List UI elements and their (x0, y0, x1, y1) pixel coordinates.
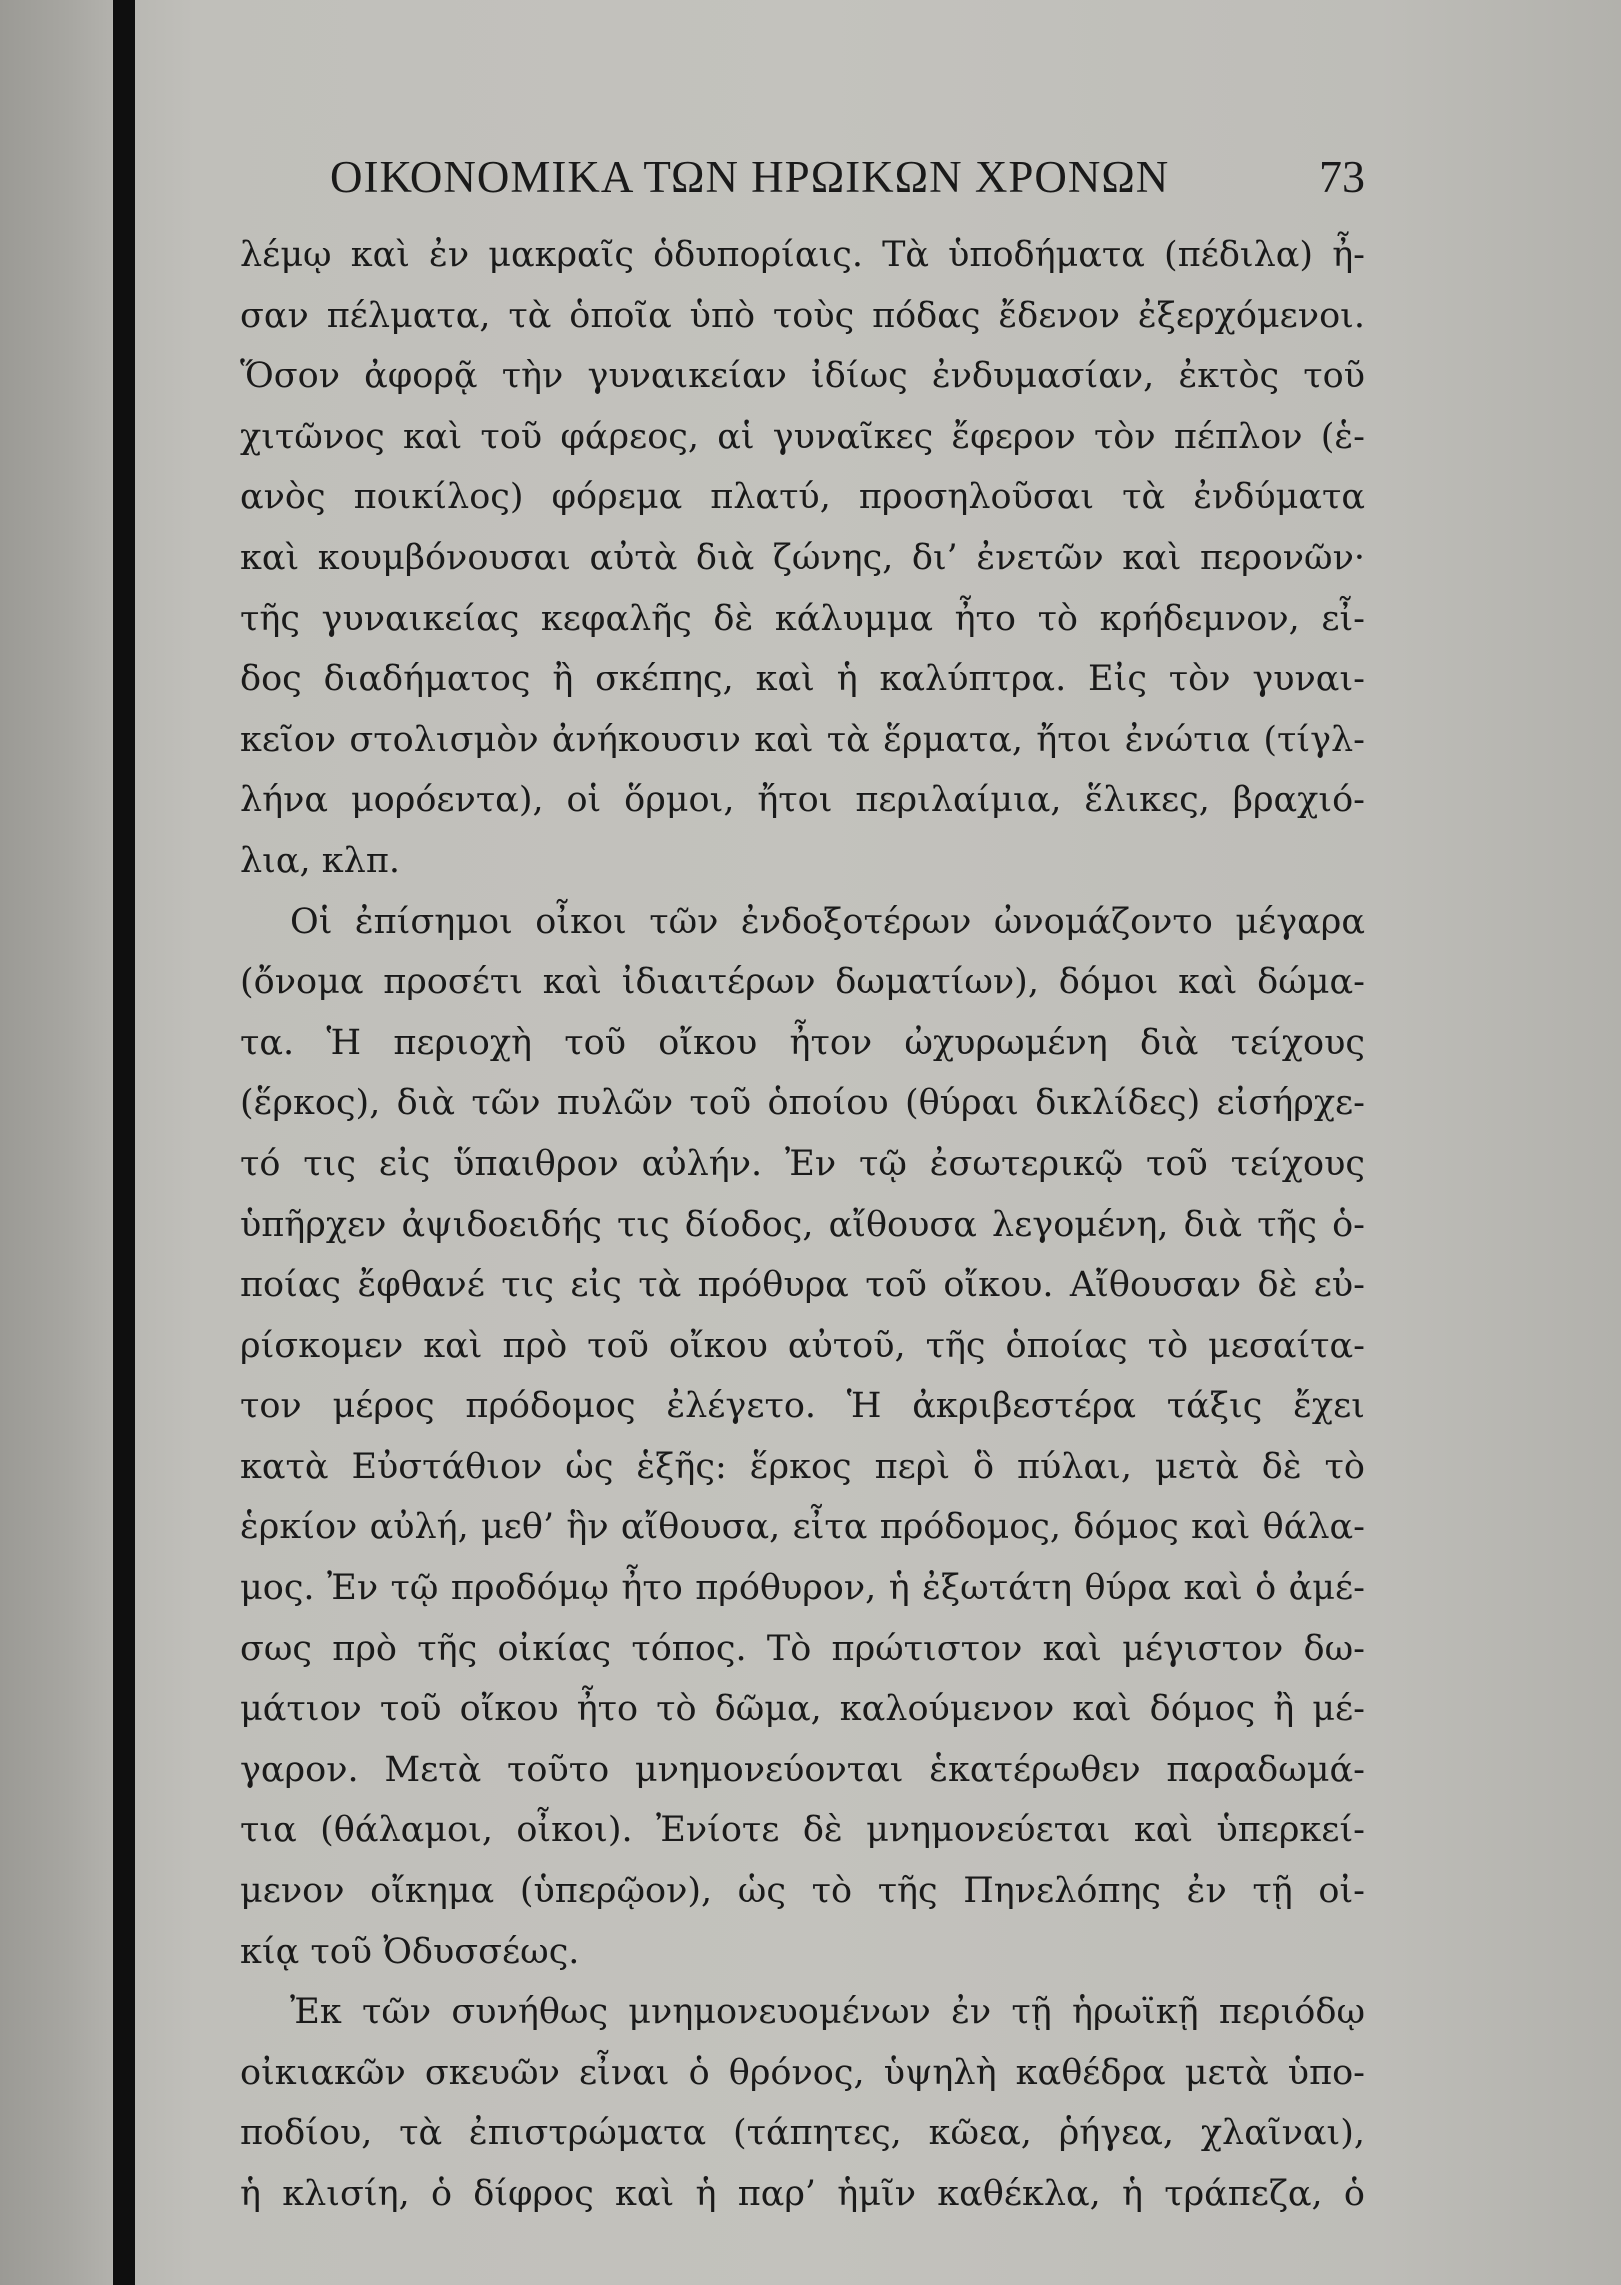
text-line: καὶ κουμβόνουσαι αὐτὰ διὰ ζώνης, δι’ ἐνετῶν καὶ περονῶν· (240, 537, 1365, 578)
running-header (330, 150, 1365, 220)
text-line: κίᾳ τοῦ Ὀδυσσέως. (240, 1931, 580, 1972)
text-line: τα. Ἡ περιοχὴ τοῦ οἴκου ἦτον ὠχυρωμένη διὰ τείχους (240, 1022, 1365, 1063)
text-line: ποίας ἔφθανέ τις εἰς τὰ πρόθυρα τοῦ οἴκου. Αἴθουσαν δὲ εὐ- (240, 1265, 1365, 1306)
paragraph-first-line: Οἱ ἐπίσημοι οἶκοι τῶν ἐνδοξοτέρων ὠνομάζοντο μέγαρα (290, 901, 1365, 942)
text-line: ἡ κλισίη, ὁ δίφρος καὶ ἡ παρ’ ἡμῖν καθέκλα, ἡ τράπεζα, ὁ (240, 2174, 1365, 2214)
text-line: (ἕρκος), διὰ τῶν πυλῶν τοῦ ὁποίου (θύραι δικλίδες) εἰσήρχε- (240, 1083, 1365, 1124)
paragraph-first-line: Ἐκ τῶν συνήθως μνημονευομένων ἐν τῇ ἡρωϊκῇ περιόδῳ (290, 1992, 1365, 2033)
text-line: λέμῳ καὶ ἐν μακραῖς ὁδυπορίαις. Τὰ ὑποδήματα (πέδιλα) ἦ- (240, 235, 1365, 275)
text-line: (ὄνομα προσέτι καὶ ἰδιαιτέρων δωματίων), δόμοι καὶ δώμα- (240, 962, 1365, 1003)
text-line: σαν πέλματα, τὰ ὁποῖα ὑπὸ τοὺς πόδας ἔδενον ἐξερχόμενοι. (240, 295, 1365, 336)
body-text (240, 225, 1365, 2225)
text-line: ανὸς ποικίλος) φόρεμα πλατύ, προσηλοῦσαι τὰ ἐνδύματα (240, 477, 1365, 518)
text-line: μενον οἴκημα (ὑπερῷον), ὡς τὸ τῆς Πηνελόπης ἐν τῇ οἰ- (240, 1871, 1365, 1912)
text-line: λήνα μορόεντα), οἱ ὅρμοι, ἤτοι περιλαίμια, ἕλικες, βραχιό- (240, 780, 1365, 821)
page-number: 73 (1319, 151, 1365, 202)
text-line: οἰκιακῶν σκευῶν εἶναι ὁ θρόνος, ὑψηλὴ καθέδρα μετὰ ὑπο- (240, 2052, 1365, 2093)
text-line: δος διαδήματος ἢ σκέπης, καὶ ἡ καλύπτρα. Εἰς τὸν γυναι- (240, 659, 1365, 700)
text-line: τια (θάλαμοι, οἶκοι). Ἐνίοτε δὲ μνημονεύεται καὶ ὑπερκεί- (240, 1810, 1365, 1851)
text-line: τῆς γυναικείας κεφαλῆς δὲ κάλυμμα ἦτο τὸ κρήδεμνον, εἶ- (240, 598, 1365, 639)
text-line: κεῖον στολισμὸν ἀνήκουσιν καὶ τὰ ἕρματα, ἤτοι ἐνώτια (τίγλ- (240, 719, 1365, 760)
text-line: ἑρκίον αὐλή, μεθ’ ἣν αἴθουσα, εἶτα πρόδομος, δόμος καὶ θάλα- (240, 1507, 1365, 1548)
text-line: κατὰ Εὐστάθιον ὡς ἑξῆς: ἕρκος περὶ ὃ πύλαι, μετὰ δὲ τὸ (240, 1446, 1365, 1487)
running-head-title: ΟΙΚΟΝΟΜΙΚΑ ΤΩΝ ΗΡΩΙΚΩΝ ΧΡΟΝΩΝ (330, 152, 1170, 202)
text-line: λια, κλπ. (240, 840, 400, 881)
text-line: γαρον. Μετὰ τοῦτο μνημονεύονται ἑκατέρωθεν παραδωμά- (240, 1749, 1365, 1790)
text-line: μάτιον τοῦ οἴκου ἦτο τὸ δῶμα, καλούμενον καὶ δόμος ἢ μέ- (240, 1689, 1365, 1730)
text-line: τον μέρος πρόδομος ἐλέγετο. Ἡ ἀκριβεστέρα τάξις ἔχει (240, 1386, 1365, 1427)
text-line: ὑπῆρχεν ἀψιδοειδής τις δίοδος, αἴθουσα λεγομένη, διὰ τῆς ὁ- (240, 1204, 1365, 1245)
gutter-shadow-line (113, 0, 135, 2285)
text-line: ρίσκομεν καὶ πρὸ τοῦ οἴκου αὐτοῦ, τῆς ὁποίας τὸ μεσαίτα- (240, 1325, 1365, 1366)
text-line: Ὅσον ἀφορᾷ τὴν γυναικείαν ἰδίως ἐνδυμασίαν, ἐκτὸς τοῦ (240, 356, 1365, 397)
text-line: ποδίου, τὰ ἐπιστρώματα (τάπητες, κῶεα, ῥήγεα, χλαῖναι), (240, 2113, 1365, 2154)
text-line: τό τις εἰς ὕπαιθρον αὐλήν. Ἐν τῷ ἐσωτερικῷ τοῦ τείχους (240, 1143, 1365, 1184)
page-binding-edge (0, 0, 112, 2285)
text-line: μος. Ἐν τῷ προδόμῳ ἦτο πρόθυρον, ἡ ἐξωτάτη θύρα καὶ ὁ ἀμέ- (240, 1568, 1365, 1609)
text-line: σως πρὸ τῆς οἰκίας τόπος. Τὸ πρώτιστον καὶ μέγιστον δω- (240, 1628, 1365, 1669)
text-line: χιτῶνος καὶ τοῦ φάρεος, αἱ γυναῖκες ἔφερον τὸν πέπλον (ἑ- (240, 416, 1365, 457)
